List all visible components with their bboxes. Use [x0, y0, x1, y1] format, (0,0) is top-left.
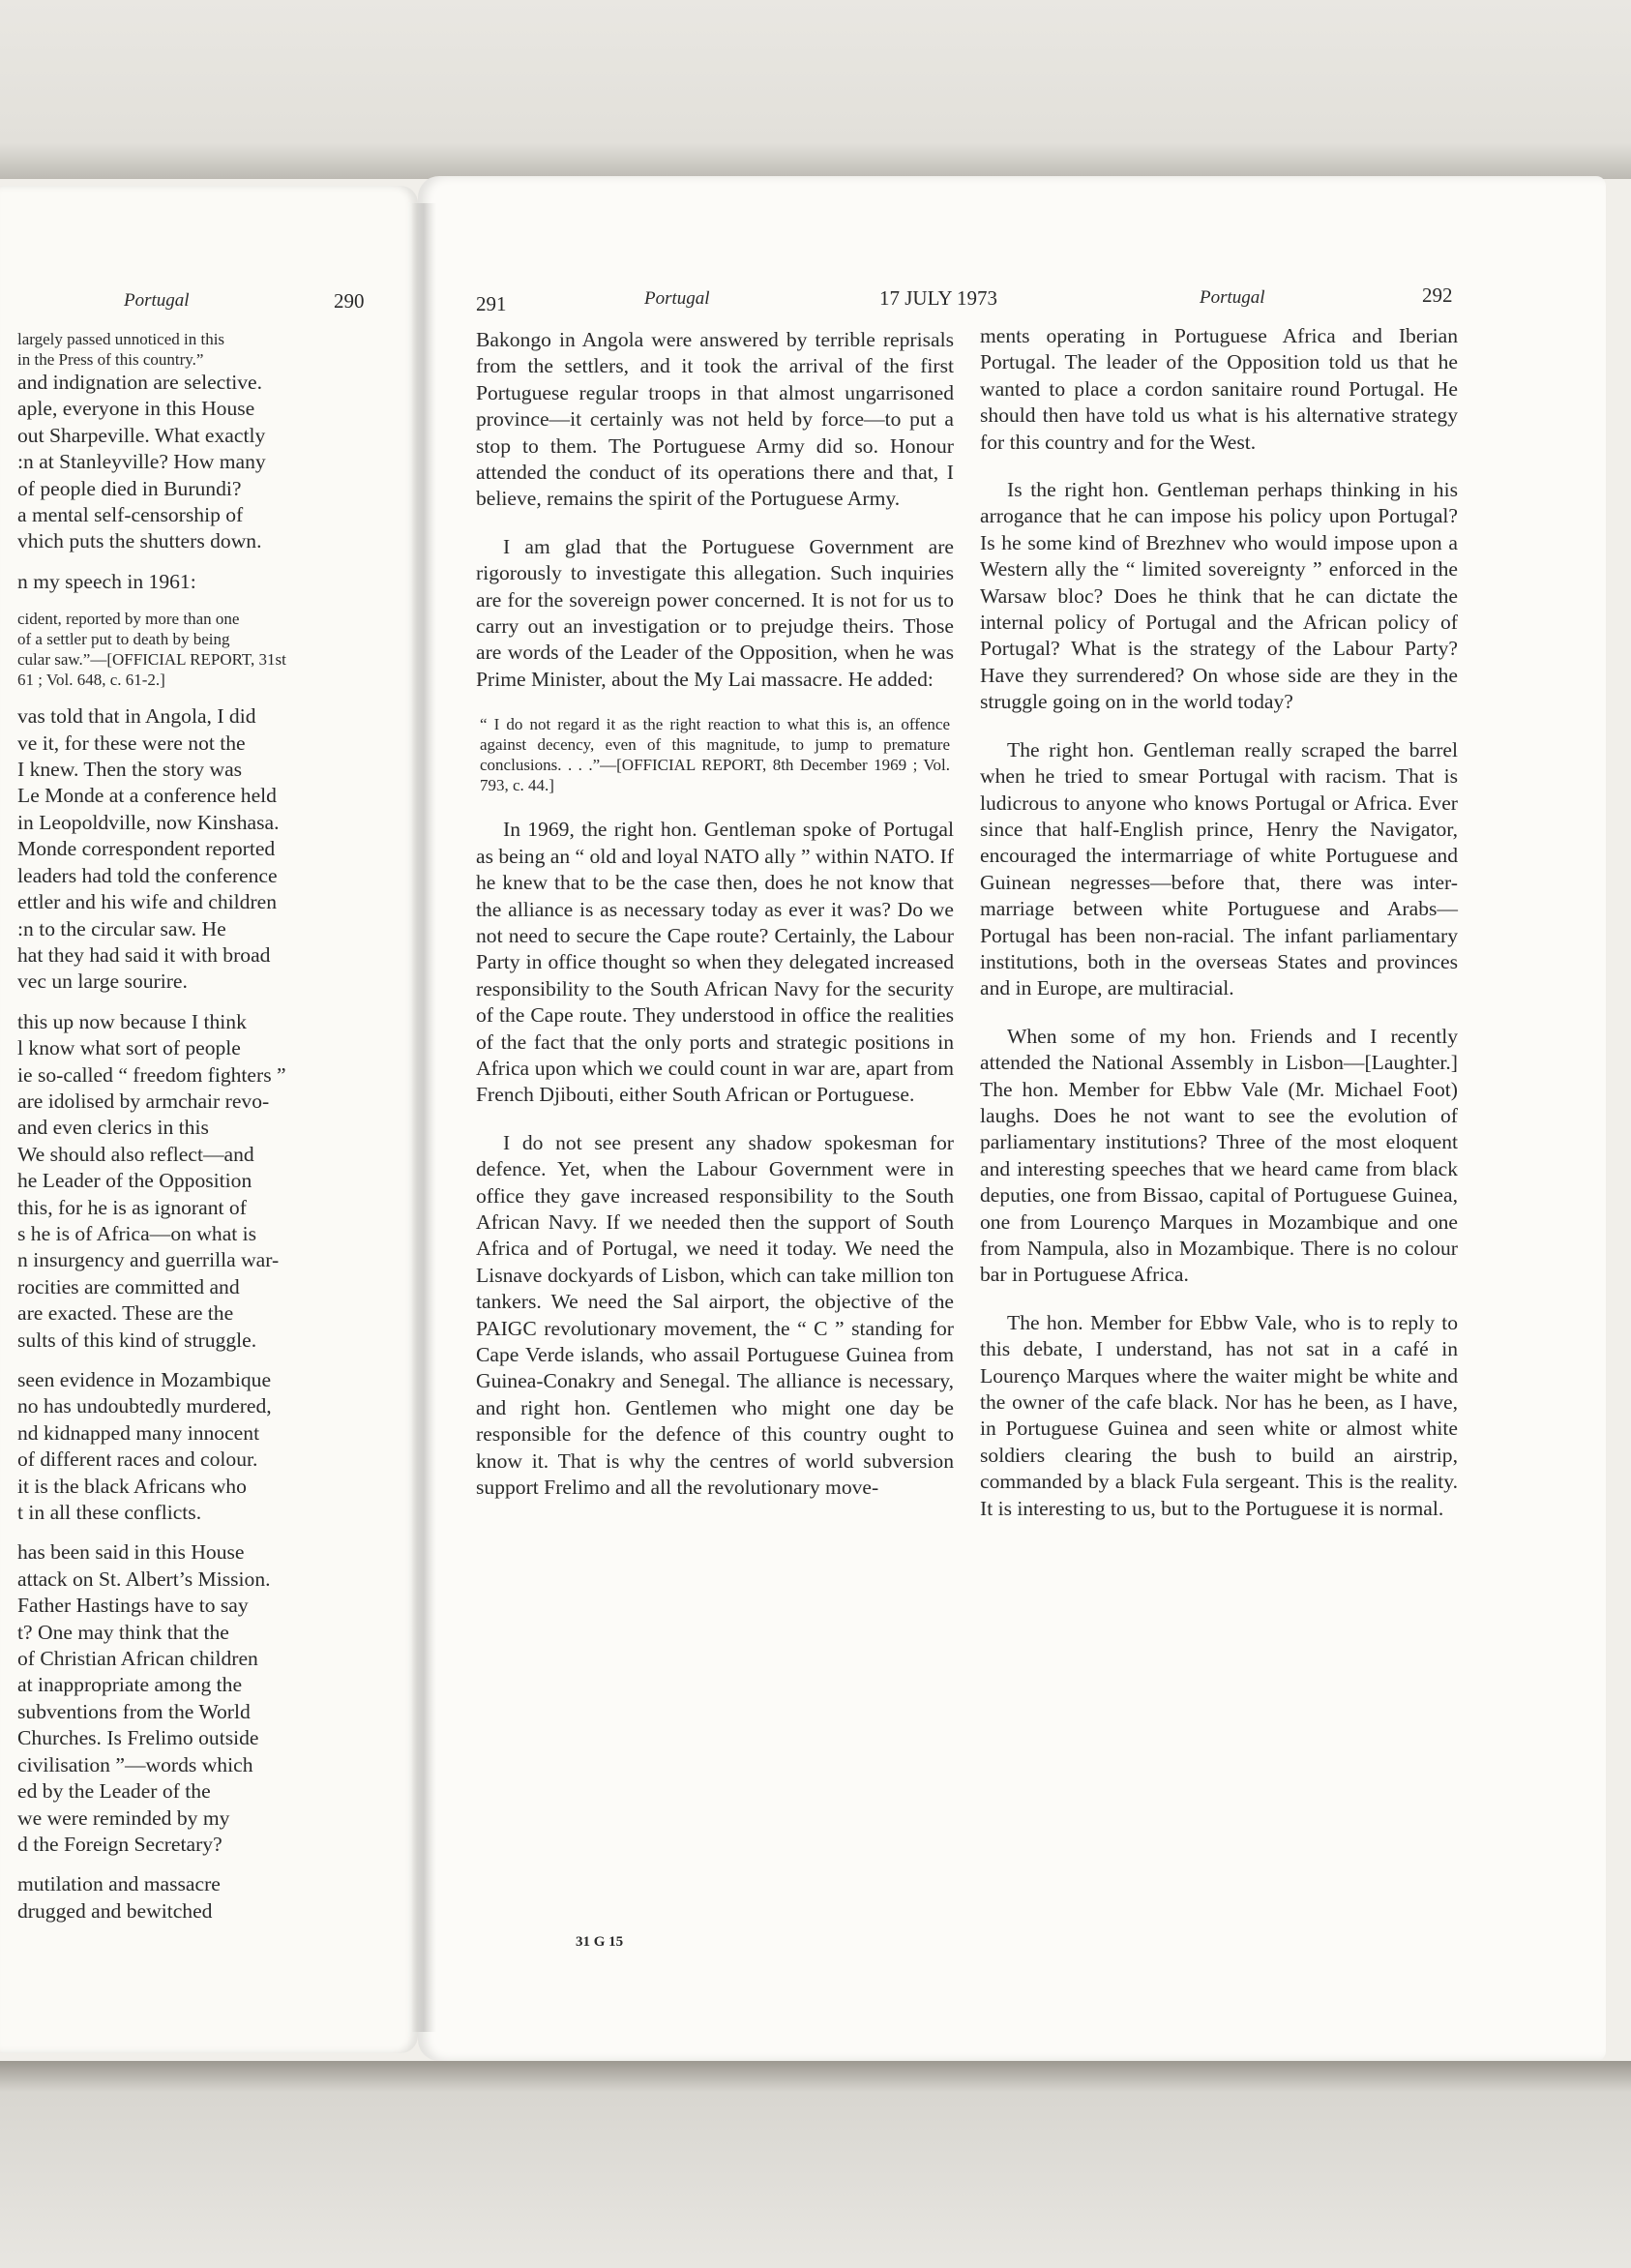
left-text-line: t? One may think that the [17, 1620, 229, 1644]
left-text-line: Monde correspondent reported [17, 837, 276, 861]
left-text-line: in the Press of this country.” [17, 350, 204, 369]
left-text-line: :n at Stanleyville? How many [17, 450, 266, 474]
left-text-line: has been said in this House [17, 1540, 245, 1565]
scan-background-top [0, 0, 1631, 179]
printer-signature: 31 G 15 [576, 1934, 624, 1950]
left-text-line: vec un large sourire. [17, 970, 188, 994]
left-text-line: t in all these conflicts. [17, 1501, 202, 1525]
paragraph: ments operating in Portuguese Africa and Iberian Portugal. The leader of the Opposition told us that he wanted to place a cordon sanitaire round Portugal. He should then have told us what is his alternative strategy for this country and for the West. [980, 324, 1458, 454]
paragraph: The hon. Member for Ebbw Vale, who is to reply to this debate, I understand, has not sat in a café in Lourenço Marques where the waiter might be white and the owner of the cafe black. Nor has he been, as I have, in Portuguese Guinea and seen white or almost white soldiers clearing the bush to build an airstrip, commanded by a black Fula sergeant. This is the reality. It is interesting to us, but to the Portuguese it is normal. [980, 1310, 1458, 1520]
left-text-line: of Christian African children [17, 1647, 258, 1671]
left-page-text-column [17, 329, 379, 1935]
paragraph: Bakongo in Angola were answered by terrible reprisals from the settlers, and it took the arrival of the first Portuguese regular troops in that almost ungarrisoned province—it certainly was not held by force—to put a stop to them. The Portuguese Army did so. Honour attended the conduct of its operations there and that, I believe, remains the spirit of the Portuguese Army. [476, 328, 954, 511]
left-text-line: subventions from the World [17, 1699, 251, 1723]
left-text-line: ettler and his wife and children [17, 890, 278, 914]
left-text-line: at inappropriate among the [17, 1673, 243, 1697]
left-text-line: this, for he is as ignorant of [17, 1195, 247, 1219]
paragraph: I am glad that the Portuguese Government are rigorously to investigate this allegation. Such inquiries are for the sovereign power concerned. It is not for us to carry out an investigation or to prejudge theirs. Those are words of the Leader of the Opposition, when he was Prime Minister, about the My Lai massacre. He added: [476, 534, 954, 691]
left-text-line: mutilation and massacre [17, 1872, 221, 1896]
left-text-line: :n to the circular saw. He [17, 916, 226, 940]
left-text-line: n my speech in 1961: [17, 569, 196, 593]
left-text-line: seen evidence in Mozambique [17, 1368, 272, 1391]
left-text-line: We should also reflect—and [17, 1142, 254, 1166]
left-text-line: ed by the Leader of the [17, 1779, 211, 1804]
left-text-line: he Leader of the Opposition [17, 1169, 252, 1193]
running-title-left: Portugal [644, 288, 710, 309]
left-text-line: of different races and colour. [17, 1447, 258, 1472]
left-text-line: vas told that in Angola, I did [17, 704, 256, 729]
left-text-line: of a settler put to death by being [17, 630, 230, 649]
left-text-line: attack on St. Albert’s Mission. [17, 1567, 271, 1591]
right-page-number-left: 291 [476, 292, 507, 315]
left-text-line: ve it, for these were not the [17, 731, 246, 755]
book-gutter [411, 203, 436, 2032]
left-text-line: hat they had said it with broad [17, 942, 271, 967]
left-text-line: are exacted. These are the [17, 1301, 234, 1326]
paragraph: When some of my hon. Friends and I recently attended the National Assembly in Lisbon—[Laughter.] The hon. Member for Ebbw Vale (Mr. Michael Foot) laughs. Does he not want to see the evolution of parliamentary institutions? Three of the most eloquent and interesting speeches that we heard came from black deputies, one from Bissao, capital of Portuguese Guinea, one from Lourenço Marques in Mozambique and one from Nampula, also in Mozambique. There is no colour bar in Portuguese Africa. [980, 1024, 1458, 1287]
left-text-line: out Sharpeville. What exactly [17, 423, 266, 447]
left-text-line: are idolised by armchair revo- [17, 1089, 270, 1113]
left-text-line: cident, reported by more than one [17, 610, 240, 629]
left-text-line: it is the black Africans who [17, 1474, 247, 1498]
left-text-line: and indignation are selective. [17, 371, 263, 394]
column-291 [476, 327, 954, 1522]
left-text-line: d the Foreign Secretary? [17, 1832, 222, 1856]
left-text-line: Father Hastings have to say [17, 1594, 249, 1618]
left-text-line: no has undoubtedly murdered, [17, 1394, 272, 1418]
left-text-line: we were reminded by my [17, 1805, 230, 1830]
left-text-line: 61 ; Vol. 648, c. 61-2.] [17, 671, 165, 690]
left-text-line: rocities are committed and [17, 1274, 240, 1298]
left-text-line: largely passed unnoticed in this [17, 330, 225, 348]
left-text-line: in Leopoldville, now Kinshasa. [17, 810, 280, 834]
left-text-line: leaders had told the conference [17, 863, 278, 887]
left-text-line: sults of this kind of struggle. [17, 1328, 257, 1352]
left-text-line: s he is of Africa—on what is [17, 1221, 257, 1245]
paragraph: The right hon. Gentleman really scraped the barrel when he tried to smear Portugal with racism. That is ludicrous to anyone who knows Portugal or Africa. Ever since that half-English prince, Henry the Navigator, encouraged the intermarriage of white Portuguese and Guinean negresses—before that, there was inter-marriage between white Portuguese and Arabs—Portugal has been non-racial. The infant parliamentary institutions, both in the overseas States and provinces and in Europe, are multiracial. [980, 737, 1458, 1000]
quotation: “ I do not regard it as the right reaction to what this is, an offence against decency, even of this magnitude, to jump to premature conclusions. . . .”—[OFFICIAL REPORT, 8th December 1969 ; Vol. 793, c. 44.] [480, 715, 950, 795]
left-text-line: a mental self-censorship of [17, 503, 244, 527]
column-292 [980, 323, 1458, 1543]
left-text-line: cular saw.”—[OFFICIAL REPORT, 31st [17, 650, 286, 670]
left-text-line: Le Monde at a conference held [17, 784, 277, 808]
left-page-number: 290 [334, 289, 365, 313]
left-text-line: I knew. Then the story was [17, 758, 243, 782]
paragraph: Is the right hon. Gentleman perhaps thinking in his arrogance that he can impose his policy upon Portugal? Is he some kind of Brezhnev who would impose upon a Western ally the “ limited sovereignty ” enforced in the Warsaw bloc? Does he think that he can dictate the internal policy of Portugal and the African policy of Portugal? What is the strategy of the Labour Party? Have they surrendered? On whose side are they in the struggle going on in the world today? [980, 478, 1458, 714]
paragraph: I do not see present any shadow spokesman for defence. Yet, when the Labour Government were in office they gave increased responsibility to the South African Navy. If we needed then the support of South Africa and of Portugal, we need it today. We need the Lisnave dockyards of Lisbon, which can take million ton tankers. We need the Sal airport, the objective of the PAIGC revolutionary movement, the “ C ” standing for Cape Verde islands, who assail Portuguese Guinea from Guinea-Conakry and Senegal. The alliance is necessary, and right hon. Gentlemen who might one day be responsible for the defence of this country ought to know it. That is why the centres of world subversion support Frelimo and all the revolutionary move- [476, 1130, 954, 1500]
paragraph: In 1969, the right hon. Gentleman spoke of Portugal as being an “ old and loyal NATO ally ” within NATO. If he knew that to be the case then, does he not know that the alliance is as necessary today as ever it was? Do we not need to secure the Cape route? Certainly, the Labour Party in office thought so when they delegated increased responsibility to the South African Navy for the security of the Cape route. They understood in office the realities of the fact that the only ports and strategic positions in Africa upon which we could count in war are, apart from French Djibouti, either South African or Portuguese. [476, 818, 954, 1107]
left-text-line: ie so-called “ freedom fighters ” [17, 1062, 286, 1087]
left-text-line: nd kidnapped many innocent [17, 1420, 260, 1445]
left-text-line: l know what sort of people [17, 1036, 241, 1060]
left-text-line: drugged and bewitched [17, 1898, 213, 1923]
left-text-line: and even clerics in this [17, 1116, 209, 1140]
left-text-line: of people died in Burundi? [17, 476, 242, 500]
left-text-line: aple, everyone in this House [17, 397, 255, 421]
left-text-line: civilisation ”—words which [17, 1752, 253, 1776]
left-text-line: vhich puts the shutters down. [17, 529, 262, 553]
scan-background-bottom [0, 2061, 1631, 2268]
running-title-right: Portugal [1200, 287, 1265, 308]
left-text-line: Churches. Is Frelimo outside [17, 1726, 259, 1750]
running-date: 17 JULY 1973 [879, 286, 997, 310]
left-text-line: n insurgency and guerrilla war- [17, 1248, 280, 1272]
left-running-title: Portugal [124, 290, 190, 311]
left-text-line: this up now because I think [17, 1009, 247, 1033]
right-page-number-right: 292 [1422, 284, 1453, 307]
